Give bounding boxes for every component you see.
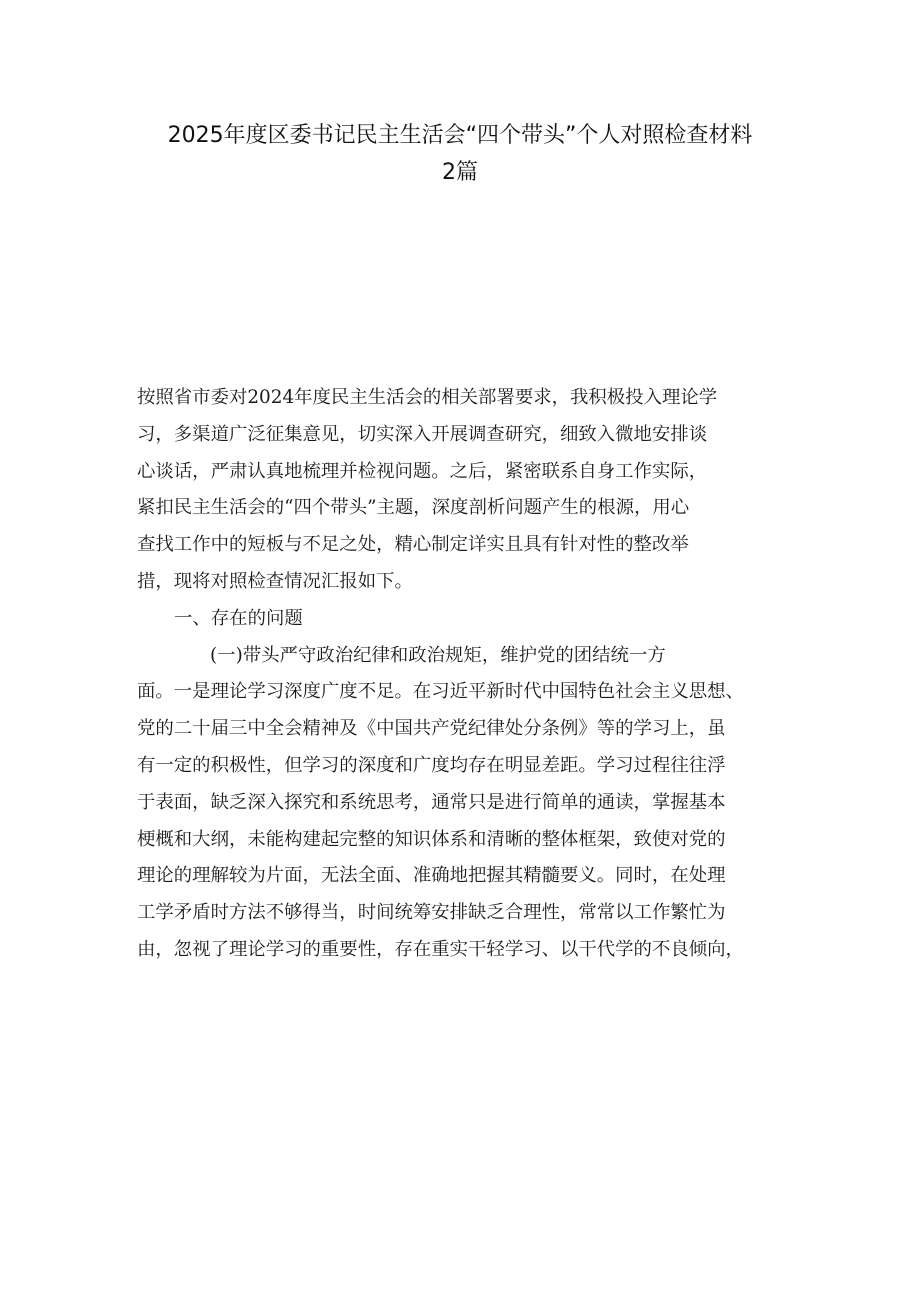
intro-line-5: 查找工作中的短板与不足之处，精心制定详实且具有针对性的整改举 <box>137 534 689 556</box>
body-line-7: 工学矛盾时方法不够得当，时间统筹安排缺乏合理性，常常以工作繁忙为 <box>137 902 726 924</box>
document-title-line-2: 2篇 <box>442 160 478 185</box>
body-line-1: 面。一是理论学习深度广度不足。在习近平新时代中国特色社会主义思想、 <box>137 681 744 703</box>
body-line-6: 理论的理解较为片面，无法全面、准确地把握其精髓要义。同时，在处理 <box>137 865 726 887</box>
body-line-3: 有一定的积极性，但学习的深度和广度均存在明显差距。学习过程往往浮 <box>137 754 726 776</box>
subsection-heading: (一)带头严守政治纪律和政治规矩，维护党的团结统一方 <box>210 644 666 666</box>
document-title-line-1: 2025年度区委书记民主生活会“四个带头”个人对照检查材料 <box>167 123 753 148</box>
body-line-2: 党的二十届三中全会精神及《中国共产党纪律处分条例》等的学习上，虽 <box>137 718 726 740</box>
intro-line-2: 习，多渠道广泛征集意见，切实深入开展调查研究，细致入微地安排谈 <box>137 423 708 445</box>
body-line-8: 由，忽视了理论学习的重要性，存在重实干轻学习、以干代学的不良倾向， <box>137 938 744 960</box>
body-line-5: 梗概和大纲，未能构建起完整的知识体系和清晰的整体框架，致使对党的 <box>137 828 726 850</box>
body-line-4: 于表面，缺乏深入探究和系统思考，通常只是进行简单的通读，掌握基本 <box>137 791 726 813</box>
section-heading: 一、存在的问题 <box>174 607 303 629</box>
intro-line-3: 心谈话，严肃认真地梳理并检视问题。之后，紧密联系自身工作实际， <box>137 460 708 482</box>
document-body <box>137 380 782 969</box>
intro-line-1: 按照省市委对2024年度民主生活会的相关部署要求，我积极投入理论学 <box>137 387 718 408</box>
intro-line-4: 紧扣民主生活会的“四个带头”主题，深度剖析问题产生的根源，用心 <box>137 497 690 519</box>
intro-line-6: 措，现将对照检查情况汇报如下。 <box>137 570 413 592</box>
